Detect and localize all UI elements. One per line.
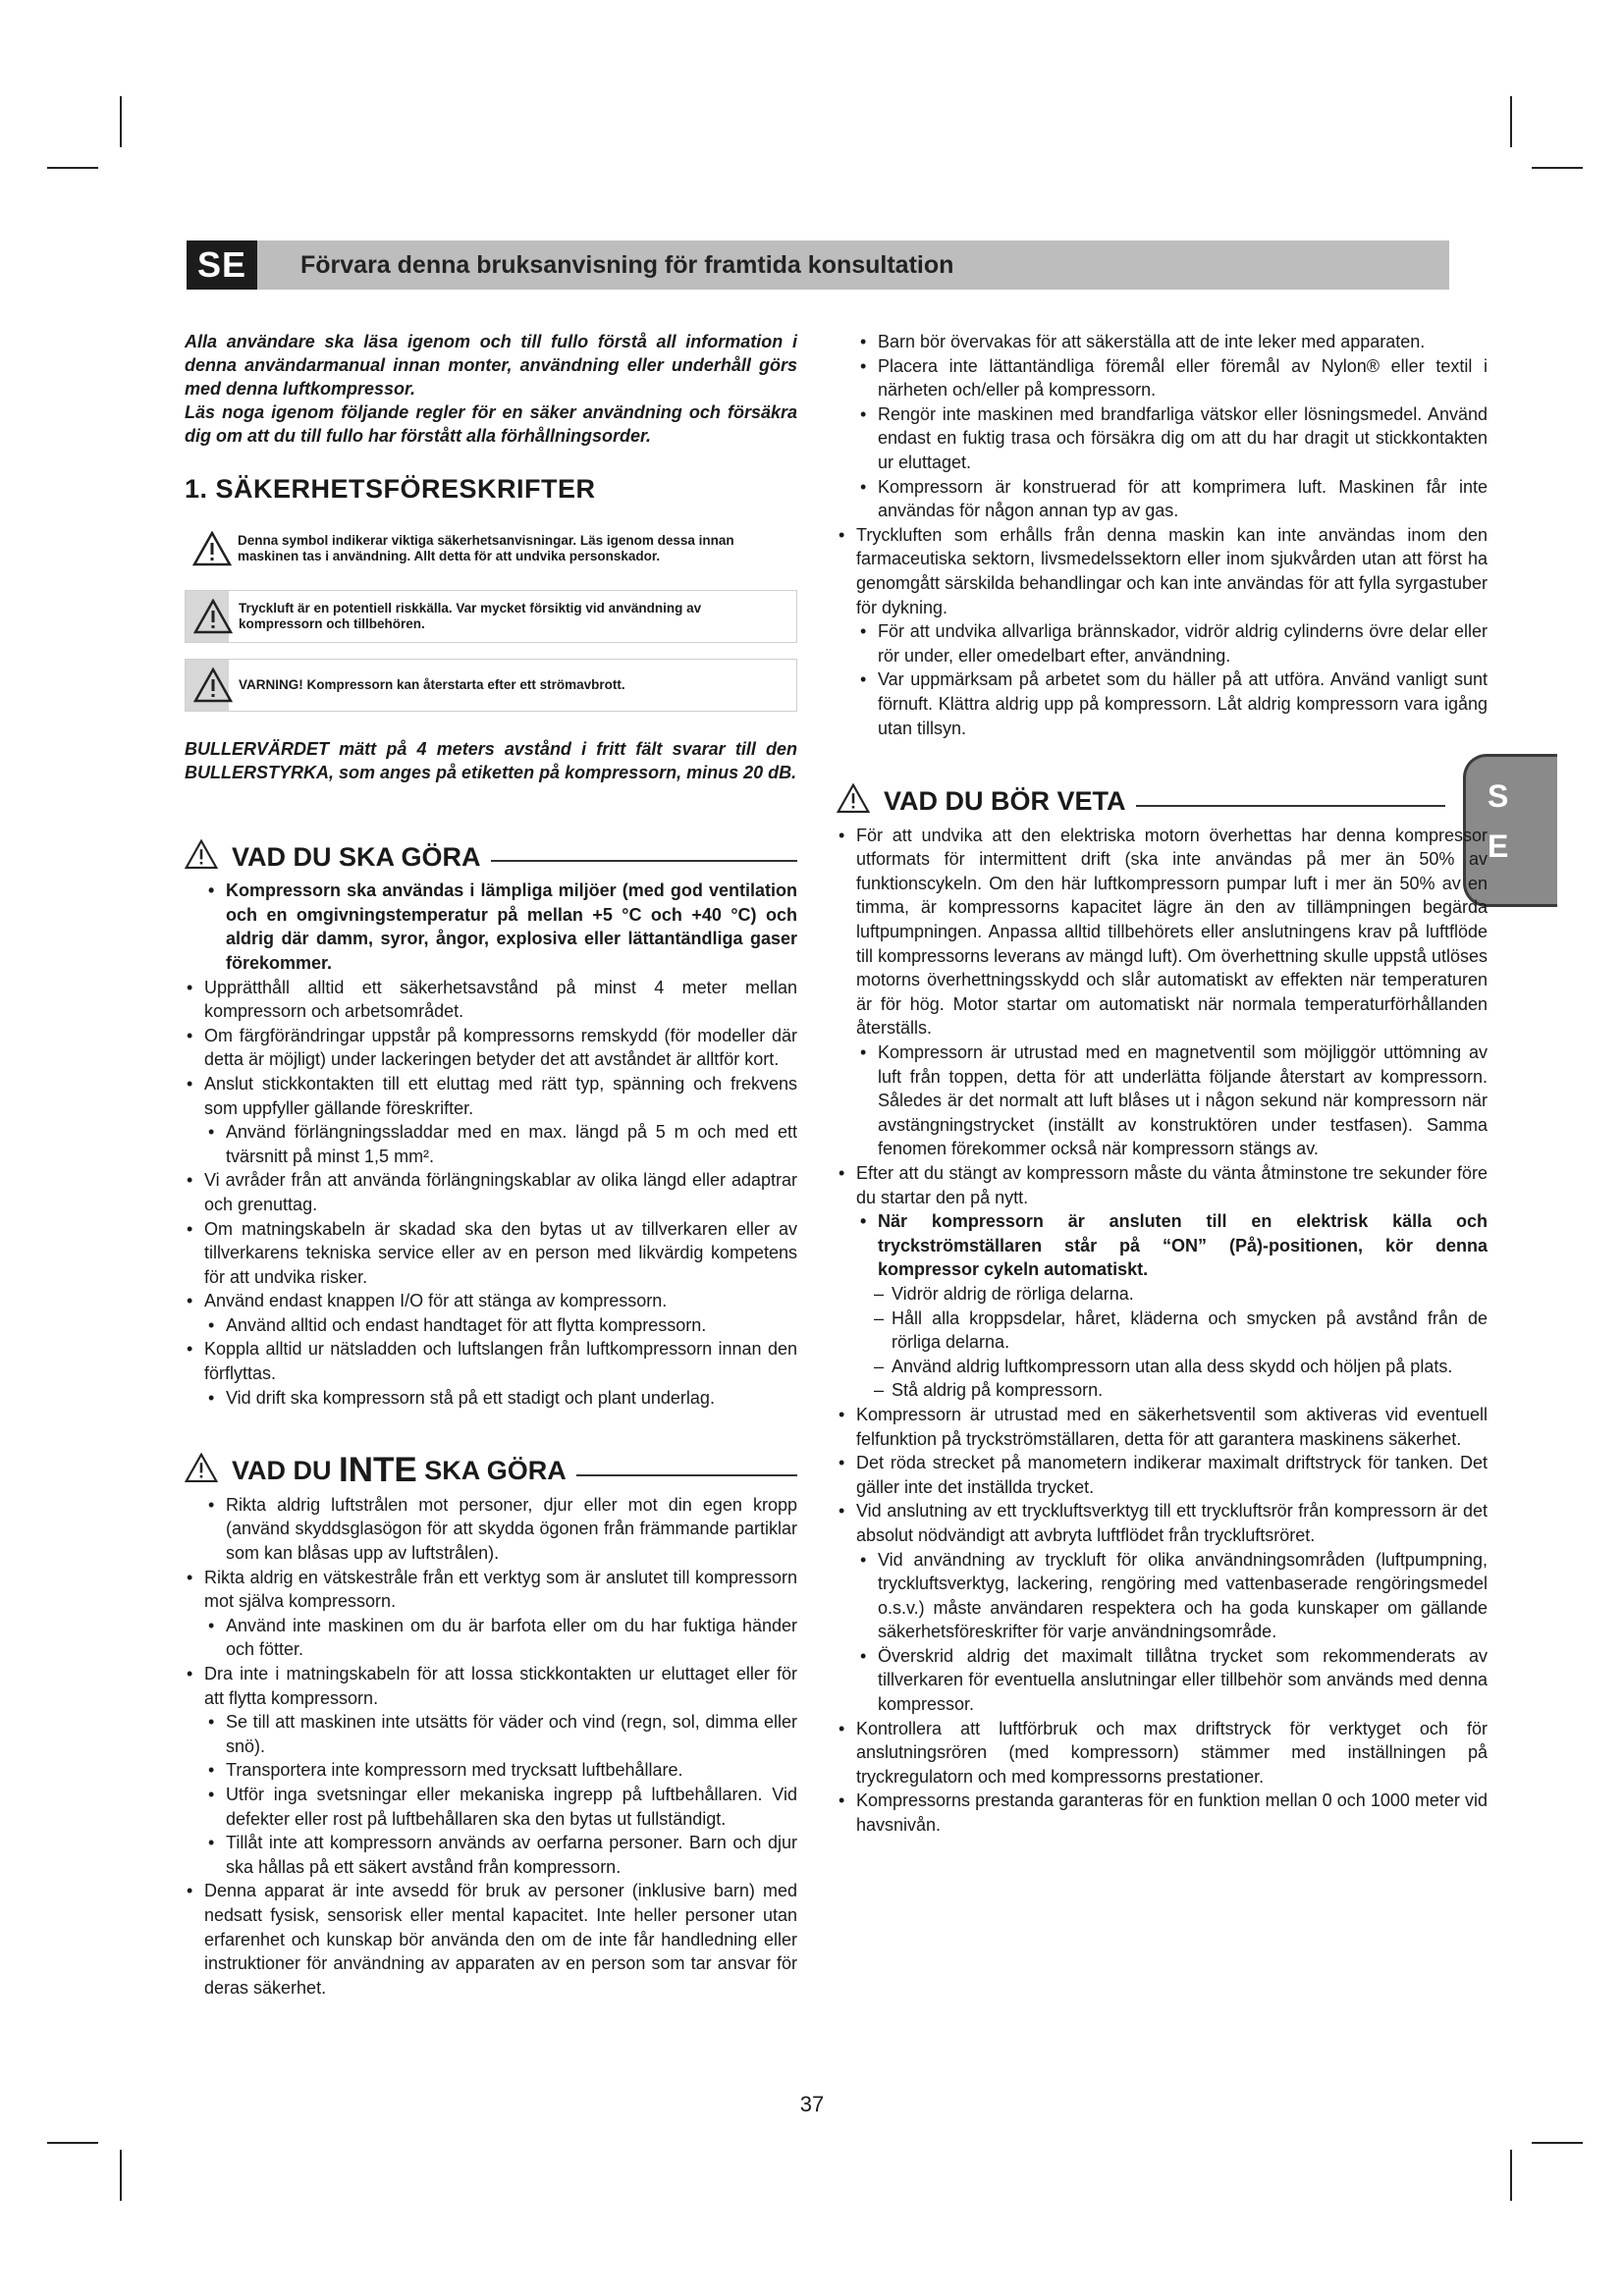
list-item: • När kompressorn är ansluten till en elektrisk källa och tryckströmställaren står på “ON” (På)-positionen, kör denna kompressor cykeln automatiskt. (837, 1209, 1488, 1282)
warning-triangle-icon (193, 667, 233, 703)
warning-triangle-icon (193, 599, 233, 634)
do-list (185, 879, 797, 1410)
crop-mark (1510, 96, 1512, 147)
list-item: • Om färgförändringar uppstår på kompressorns remskydd (för modeller där detta är möjligt) under lackeringen betyder det att avståndet är alltför kort. (185, 1024, 797, 1072)
dont-title-part: SKA GÖRA (416, 1456, 567, 1486)
list-item: • Rikta aldrig luftstrålen mot personer, djur eller mot din egen kropp (använd skyddsglasögon för att skydda ögonen från främmande partiklar som kan blåsas upp av luftstrålen). (185, 1493, 797, 1566)
intro-paragraph: Läs noga igenom följande regler för en säker användning och försäkra dig om att du till fullo har förstått alla förhållningsorder. (185, 402, 797, 446)
side-tab-letter: E (1488, 828, 1509, 864)
list-item: • Vid anslutning av ett tryckluftsverktyg till ett tryckluftsrör från kompressorn är det absolut nödvändigt att avbryta luftflödet från tryckluftsröret. (837, 1499, 1488, 1547)
dont-title-part: VAD DU (232, 1456, 340, 1486)
section-title: 1. SÄKERHETSFÖRESKRIFTER (185, 474, 596, 504)
know-list (837, 824, 1488, 1838)
list-item: • Rengör inte maskinen med brandfarliga vätskor eller lösningsmedel. Använd endast en fuktig trasa och försäkra dig om att du har dragit ut stickkontakten ur eluttaget. (837, 402, 1488, 475)
dont-list (185, 1493, 797, 2000)
list-item: • Använd alltid och endast handtaget för att flytta kompressorn. (185, 1313, 797, 1338)
list-item: • Transportera inte kompressorn med trycksatt luftbehållare. (185, 1758, 797, 1783)
list-item: • Upprätthåll alltid ett säkerhetsavstånd på minst 4 meter mellan kompressorn och arbetsområdet. (185, 976, 797, 1024)
header-title: Förvara denna bruksanvisning för framtida konsultation (300, 251, 954, 279)
list-item: • Det röda strecket på manometern indikerar maximalt driftstryck för tanken. Det gäller inte det inställda trycket. (837, 1451, 1488, 1499)
list-item: • Tryckluften som erhålls från denna maskin kan inte användas inom den farmaceutiska sektorn, livsmedelssektorn eller inom sjukvården utan att först ha genomgått särskilda behandlingar och kan inte användas för att fylla syrgastuber för dykning. (837, 523, 1488, 619)
list-item: • Använd förlängningssladdar med en max. längd på 5 m och med ett tvärsnitt på minst 1,5 mm². (185, 1120, 797, 1168)
warning-triangle-icon (837, 783, 870, 814)
list-item: – Vidrör aldrig de rörliga delarna. (837, 1282, 1488, 1307)
warning-triangle-icon (185, 839, 218, 870)
list-item: • Placera inte lättantändliga föremål eller föremål av Nylon® eller textil i närheten och/eller på kompressorn. (837, 354, 1488, 402)
intro-paragraph: Alla användare ska läsa igenom och till fullo förstå all information i denna användarmanual innan monter, användning eller underhåll görs med denna luftkompressor. (185, 332, 797, 399)
safety-list-continued (837, 330, 1488, 740)
warning-text: Denna symbol indikerar viktiga säkerhetsanvisningar. Läs igenom dessa innan maskinen tas i användning. Allt detta för att undvika personskador. (238, 532, 734, 563)
header-bar (187, 240, 1449, 290)
list-item: • Om matningskabeln är skadad ska den bytas ut av tillverkaren eller av tillverkarens tekniska service eller av en person med likvärdig kompetens för att undvika risker. (185, 1217, 797, 1290)
list-item: – Stå aldrig på kompressorn. (837, 1378, 1488, 1403)
list-item: • Barn bör övervakas för att säkerställa att de inte leker med apparaten. (837, 330, 1488, 354)
side-tab-letter: S (1488, 778, 1509, 814)
list-item: • Tillåt inte att kompressorn används av oerfarna personer. Barn och djur ska hållas på ett säkert avstånd från kompressorn. (185, 1831, 797, 1879)
dont-title-emphasis: INTE (339, 1451, 417, 1490)
list-item: • Dra inte i matningskabeln för att lossa stickkontakten ur eluttaget eller för att flytta kompressorn. (185, 1662, 797, 1710)
list-item: • Efter att du stängt av kompressorn måste du vänta åtminstone tre sekunder före du startar den på nytt. (837, 1161, 1488, 1209)
list-item: • Anslut stickkontakten till ett eluttag med rätt typ, spänning och frekvens som uppfyller gällande föreskrifter. (185, 1072, 797, 1120)
language-code-badge: SE (187, 240, 257, 290)
do-title: VAD DU SKA GÖRA (232, 841, 481, 872)
list-item: • Kompressorns prestanda garanteras för en funktion mellan 0 och 1000 meter vid havsnivån. (837, 1789, 1488, 1837)
know-heading (837, 783, 1445, 817)
warning-text: VARNING! Kompressorn kan återstarta efter ett strömavbrott. (239, 676, 625, 692)
crop-mark (1532, 167, 1583, 169)
warning-note (185, 523, 797, 574)
warning-triangle-icon (185, 1453, 218, 1483)
list-item: – Använd aldrig luftkompressorn utan alla dess skydd och höljen på plats. (837, 1355, 1488, 1379)
noise-statement: BULLERVÄRDET mätt på 4 meters avstånd i fritt fält svarar till den BULLERSTYRKA, som anges på etiketten på kompressorn, minus 20 dB. (185, 738, 797, 782)
heading-rule (576, 1474, 797, 1476)
list-item: • Rikta aldrig en vätskestråle från ett verktyg som är anslutet till kompressorn mot själva kompressorn. (185, 1566, 797, 1614)
list-item: • Kontrollera att luftförbruk och max driftstryck för verktyget och för anslutningsrören (med kompressorn) stämmer med inställningen på tryckregulatorn och med kompressorns prestationer. (837, 1717, 1488, 1789)
warning-note (185, 590, 797, 643)
list-item: • Kompressorn är konstruerad för att komprimera luft. Maskinen får inte användas för någon annan typ av gas. (837, 475, 1488, 523)
list-item: • Utför inga svetsningar eller mekaniska ingrepp på luftbehållaren. Vid defekter eller rost på luftbehållaren ska den bytas ut fullständigt. (185, 1783, 797, 1831)
list-item: • Använd endast knappen I/O för att stänga av kompressorn. (185, 1289, 797, 1313)
list-item: • Använd inte maskinen om du är barfota eller om du har fuktiga händer och fötter. (185, 1614, 797, 1662)
list-item: • Se till att maskinen inte utsätts för väder och vind (regn, sol, dimma eller snö). (185, 1710, 797, 1758)
heading-rule (491, 860, 797, 862)
page-number: 37 (799, 2092, 825, 2116)
list-item: • Koppla alltid ur nätsladden och luftslangen från luftkompressorn innan den förflyttas. (185, 1337, 797, 1385)
crop-mark (120, 96, 122, 147)
warning-text: Tryckluft är en potentiell riskkälla. Var mycket försiktig vid användning av kompressorn och tillbehören. (239, 600, 702, 631)
crop-mark (1510, 2150, 1512, 2201)
list-item: • Kompressorn ska användas i lämpliga miljöer (med god ventilation och en omgivningstemperatur på mellan +5 °C och +40 °C) och aldrig där damm, syror, ångor, explosiva eller lättantändliga gaser förekommer. (185, 879, 797, 975)
list-item: • För att undvika att den elektriska motorn överhettas har denna kompressor utformats för intermittent drift (ska inte användas på mer än 50% av funktionscykeln. Om den här luftkompressorn pumpar luft i mer än 50% av en timma, är kompressorns kapacitet lägre än den av tillämpningen begärda luftpumpningen. Anpassa alltid tillbehörets eller anslutningens krav på luftflöde till kompressorns leverans av mängd luft). Om överhettning skulle uppstå utlöses motorns överhettningsskydd och slår automatiskt av effekten när temperaturen är för hög. Motor startar om automatiskt när normala temperaturförhållanden återställs. (837, 824, 1488, 1041)
list-item: • Överskrid aldrig det maximalt tillåtna trycket som rekommenderats av tillverkaren för eventuella anslutningar eller tillbehör som används med denna kompressor. (837, 1644, 1488, 1717)
know-title: VAD DU BÖR VETA (884, 786, 1126, 817)
left-column (185, 330, 797, 2000)
do-heading (185, 839, 797, 870)
crop-mark (1532, 2142, 1583, 2144)
crop-mark (47, 167, 98, 169)
list-item: • Vid drift ska kompressorn stå på ett stadigt och plant underlag. (185, 1386, 797, 1411)
dont-heading (185, 1451, 797, 1490)
heading-rule (1136, 805, 1445, 807)
list-item: • Kompressorn är utrustad med en säkerhetsventil som aktiveras vid eventuell felfunktion på tryckströmställaren, detta för att garantera maskinens säkerhet. (837, 1403, 1488, 1451)
crop-mark (120, 2150, 122, 2201)
warning-note (185, 659, 797, 712)
list-item: • Vi avråder från att använda förlängningskablar av olika längd eller adaptrar och grenuttag. (185, 1168, 797, 1216)
crop-mark (47, 2142, 98, 2144)
warning-triangle-icon (192, 531, 232, 566)
list-item: • Denna apparat är inte avsedd för bruk av personer (inklusive barn) med nedsatt fysisk, sensorisk eller mental kapacitet. Inte heller personer utan erfarenhet och kunskap bör använda den om de inte får handledning eller instruktioner för användning av apparaten av en person som tar ansvar för deras säkerhet. (185, 1879, 797, 2000)
list-item: • För att undvika allvarliga brännskador, vidrör aldrig cylinderns övre delar eller rör under, eller omedelbart efter, användning. (837, 619, 1488, 667)
list-item: • Var uppmärksam på arbetet som du häller på att utföra. Använd vanligt sunt förnuft. Klättra aldrig upp på kompressorn. Låt aldrig kompressorn vara igång utan tillsyn. (837, 667, 1488, 740)
list-item: • Kompressorn är utrustad med en magnetventil som möjliggör uttömning av luft från toppen, detta för att underlätta följande återstart av kompressorn. Således är det normalt att luft blåses ut i någon sekund när kompressorn när avstängningstrycket (inställt av konstruktören under testfasen). Samma fenomen förekommer också när kompressorn stängs av. (837, 1041, 1488, 1161)
list-item: • Vid användning av tryckluft för olika användningsområden (luftpumpning, tryckluftsverktyg, lackering, rengöring med vattenbaserade rengöringsmedel o.s.v.) måste användaren respektera och ha goda kunskaper om gällande säkerhetsföreskrifter för varje användningsområde. (837, 1548, 1488, 1644)
list-item: – Håll alla kroppsdelar, håret, kläderna och smycken på avstånd från de rörliga delarna. (837, 1307, 1488, 1355)
right-column (837, 330, 1488, 1838)
